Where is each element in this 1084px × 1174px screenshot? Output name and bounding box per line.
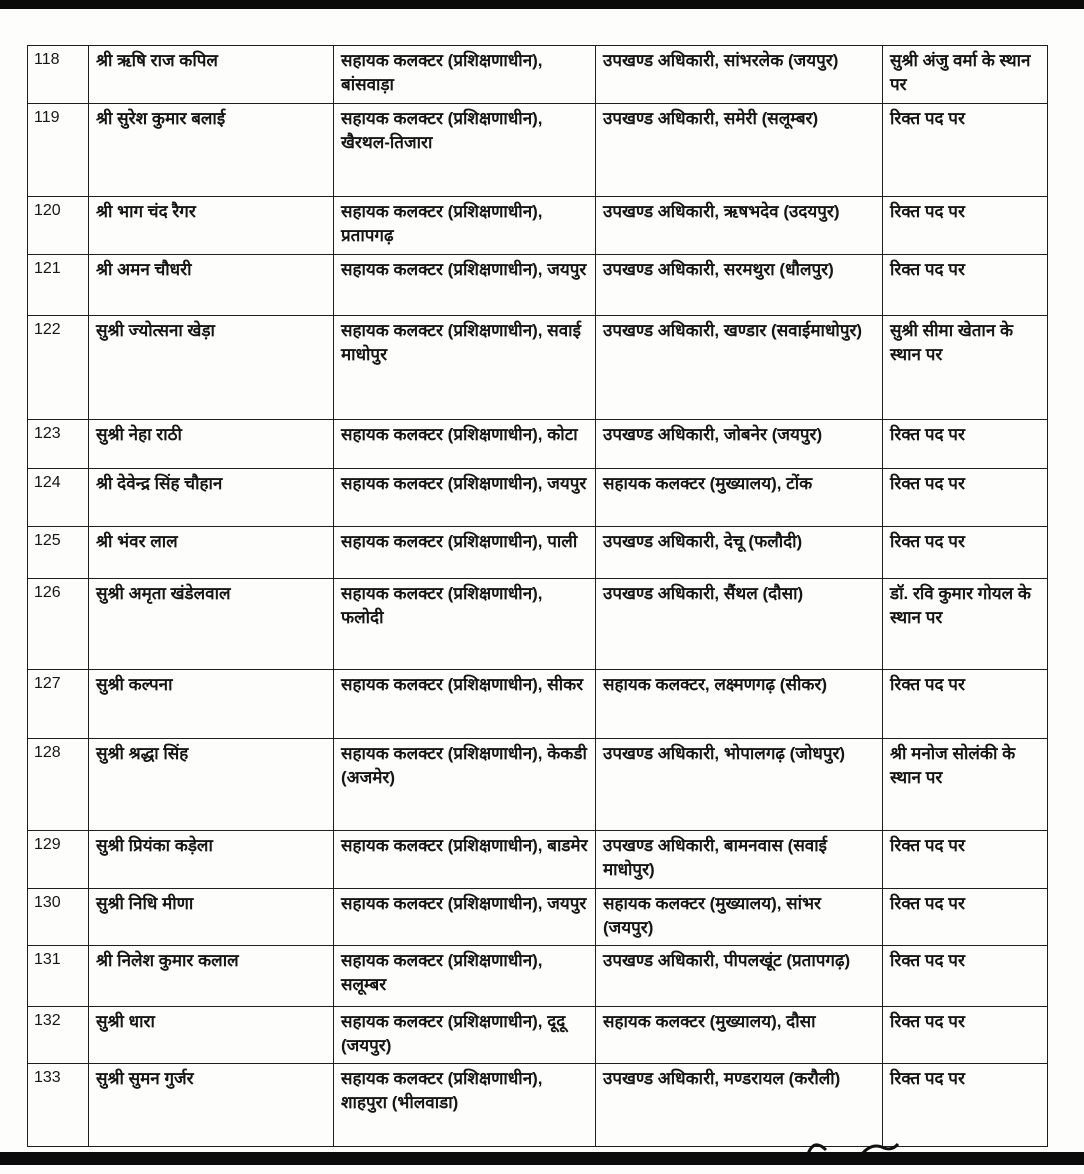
cell-new-post: उपखण्ड अधिकारी, भोपालगढ़ (जोधपुर) — [596, 739, 883, 831]
cell-remark: रिक्त पद पर — [883, 1064, 1048, 1147]
cell-officer-name: सुश्री निधि मीणा — [89, 889, 334, 946]
table-row — [28, 469, 1048, 527]
cell-officer-name: श्री भंवर लाल — [89, 527, 334, 579]
cell-serial-number: 127 — [28, 670, 89, 739]
cell-remark: रिक्त पद पर — [883, 527, 1048, 579]
cell-remark: रिक्त पद पर — [883, 469, 1048, 527]
table-row — [28, 197, 1048, 255]
table-row — [28, 1007, 1048, 1064]
cell-current-post: सहायक कलक्टर (प्रशिक्षणाधीन), फलोदी — [334, 579, 596, 670]
cell-serial-number: 123 — [28, 420, 89, 469]
cell-officer-name: सुश्री नेहा राठी — [89, 420, 334, 469]
cell-current-post: सहायक कलक्टर (प्रशिक्षणाधीन), जयपुर — [334, 255, 596, 316]
cell-current-post: सहायक कलक्टर (प्रशिक्षणाधीन), सवाई माधोपुर — [334, 316, 596, 420]
cell-remark: रिक्त पद पर — [883, 670, 1048, 739]
cell-new-post: उपखण्ड अधिकारी, समेरी (सलूम्बर) — [596, 104, 883, 197]
cell-remark: रिक्त पद पर — [883, 889, 1048, 946]
table-row — [28, 831, 1048, 889]
cell-officer-name: श्री भाग चंद रैगर — [89, 197, 334, 255]
cell-new-post: उपखण्ड अधिकारी, देचू (फलौदी) — [596, 527, 883, 579]
cell-current-post: सहायक कलक्टर (प्रशिक्षणाधीन), जयपुर — [334, 469, 596, 527]
cell-new-post: उपखण्ड अधिकारी, पीपलखूंट (प्रतापगढ़) — [596, 946, 883, 1007]
cell-serial-number: 131 — [28, 946, 89, 1007]
cell-remark: सुश्री सीमा खेतान के स्थान पर — [883, 316, 1048, 420]
cell-officer-name: श्री निलेश कुमार कलाल — [89, 946, 334, 1007]
top-scan-bar — [0, 0, 1084, 9]
cell-current-post: सहायक कलक्टर (प्रशिक्षणाधीन), सीकर — [334, 670, 596, 739]
cell-serial-number: 121 — [28, 255, 89, 316]
cell-officer-name: सुश्री प्रियंका कड़ेला — [89, 831, 334, 889]
cell-serial-number: 126 — [28, 579, 89, 670]
cell-officer-name: सुश्री श्रद्धा सिंह — [89, 739, 334, 831]
cell-officer-name: सुश्री कल्पना — [89, 670, 334, 739]
cell-new-post: उपखण्ड अधिकारी, सरमथुरा (धौलपुर) — [596, 255, 883, 316]
cell-current-post: सहायक कलक्टर (प्रशिक्षणाधीन), जयपुर — [334, 889, 596, 946]
cell-serial-number: 122 — [28, 316, 89, 420]
cell-new-post: सहायक कलक्टर (मुख्यालय), दौसा — [596, 1007, 883, 1064]
cell-serial-number: 128 — [28, 739, 89, 831]
cell-current-post: सहायक कलक्टर (प्रशिक्षणाधीन), खैरथल-तिजारा — [334, 104, 596, 197]
cell-officer-name: श्री अमन चौधरी — [89, 255, 334, 316]
cell-new-post: सहायक कलक्टर (मुख्यालय), सांभर (जयपुर) — [596, 889, 883, 946]
cell-serial-number: 130 — [28, 889, 89, 946]
cell-new-post: सहायक कलक्टर, लक्ष्मणगढ़ (सीकर) — [596, 670, 883, 739]
cell-serial-number: 129 — [28, 831, 89, 889]
cell-current-post: सहायक कलक्टर (प्रशिक्षणाधीन), शाहपुरा (भीलवाडा) — [334, 1064, 596, 1147]
cell-remark: रिक्त पद पर — [883, 104, 1048, 197]
cell-remark: रिक्त पद पर — [883, 1007, 1048, 1064]
cell-serial-number: 125 — [28, 527, 89, 579]
cell-serial-number: 118 — [28, 46, 89, 104]
cell-serial-number: 124 — [28, 469, 89, 527]
cell-remark: रिक्त पद पर — [883, 255, 1048, 316]
cell-officer-name: श्री देवेन्द्र सिंह चौहान — [89, 469, 334, 527]
cell-serial-number: 119 — [28, 104, 89, 197]
table-row — [28, 316, 1048, 420]
table-row — [28, 255, 1048, 316]
cell-new-post: उपखण्ड अधिकारी, खण्डार (सवाईमाधोपुर) — [596, 316, 883, 420]
cell-remark: रिक्त पद पर — [883, 420, 1048, 469]
cell-remark: रिक्त पद पर — [883, 831, 1048, 889]
cell-officer-name: श्री सुरेश कुमार बलाई — [89, 104, 334, 197]
table-row — [28, 104, 1048, 197]
cell-remark: सुश्री अंजु वर्मा के स्थान पर — [883, 46, 1048, 104]
cell-current-post: सहायक कलक्टर (प्रशिक्षणाधीन), बांसवाड़ा — [334, 46, 596, 104]
cell-serial-number: 133 — [28, 1064, 89, 1147]
cell-new-post: उपखण्ड अधिकारी, मण्डरायल (करौली) — [596, 1064, 883, 1147]
cell-current-post: सहायक कलक्टर (प्रशिक्षणाधीन), प्रतापगढ़ — [334, 197, 596, 255]
table-row — [28, 889, 1048, 946]
cell-remark: रिक्त पद पर — [883, 197, 1048, 255]
table-row — [28, 579, 1048, 670]
cell-serial-number: 132 — [28, 1007, 89, 1064]
cell-officer-name: सुश्री धारा — [89, 1007, 334, 1064]
cell-remark: श्री मनोज सोलंकी के स्थान पर — [883, 739, 1048, 831]
transfer-order-table — [27, 45, 1048, 1147]
cell-current-post: सहायक कलक्टर (प्रशिक्षणाधीन), केकडी (अजमेर) — [334, 739, 596, 831]
cell-current-post: सहायक कलक्टर (प्रशिक्षणाधीन), कोटा — [334, 420, 596, 469]
cell-officer-name: सुश्री ज्योत्सना खेड़ा — [89, 316, 334, 420]
cell-remark: डॉ. रवि कुमार गोयल के स्थान पर — [883, 579, 1048, 670]
cell-current-post: सहायक कलक्टर (प्रशिक्षणाधीन), बाडमेर — [334, 831, 596, 889]
cell-new-post: सहायक कलक्टर (मुख्यालय), टोंक — [596, 469, 883, 527]
cell-new-post: उपखण्ड अधिकारी, जोबनेर (जयपुर) — [596, 420, 883, 469]
table-row — [28, 670, 1048, 739]
cell-officer-name: सुश्री अमृता खंडेलवाल — [89, 579, 334, 670]
bottom-scan-bar — [0, 1152, 1084, 1165]
table-row — [28, 1064, 1048, 1147]
table-row — [28, 527, 1048, 579]
cell-remark: रिक्त पद पर — [883, 946, 1048, 1007]
cell-officer-name: श्री ऋषि राज कपिल — [89, 46, 334, 104]
cell-new-post: उपखण्ड अधिकारी, सैंथल (दौसा) — [596, 579, 883, 670]
cell-officer-name: सुश्री सुमन गुर्जर — [89, 1064, 334, 1147]
table-row — [28, 420, 1048, 469]
cell-current-post: सहायक कलक्टर (प्रशिक्षणाधीन), सलूम्बर — [334, 946, 596, 1007]
cell-new-post: उपखण्ड अधिकारी, बामनवास (सवाई माधोपुर) — [596, 831, 883, 889]
cell-new-post: उपखण्ड अधिकारी, सांभरलेक (जयपुर) — [596, 46, 883, 104]
table-row — [28, 946, 1048, 1007]
table-row — [28, 739, 1048, 831]
cell-current-post: सहायक कलक्टर (प्रशिक्षणाधीन), पाली — [334, 527, 596, 579]
cell-current-post: सहायक कलक्टर (प्रशिक्षणाधीन), दूदू (जयपुर) — [334, 1007, 596, 1064]
table-body — [28, 46, 1048, 1147]
cell-new-post: उपखण्ड अधिकारी, ऋषभदेव (उदयपुर) — [596, 197, 883, 255]
table-row — [28, 46, 1048, 104]
cell-serial-number: 120 — [28, 197, 89, 255]
